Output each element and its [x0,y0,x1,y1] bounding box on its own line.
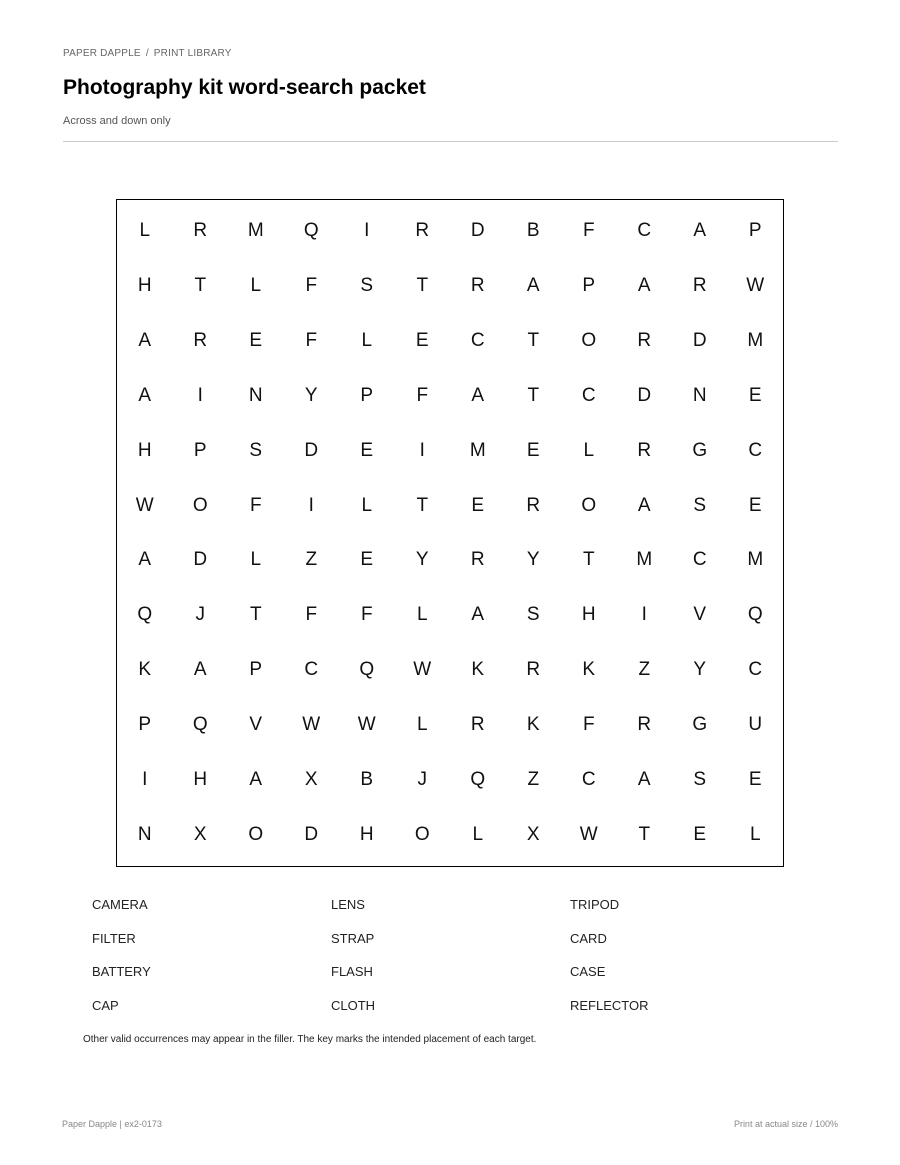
grid-cell: Q [303,220,319,242]
word-list-item: CASE [570,964,606,979]
grid-cell: L [361,494,373,516]
grid-cell: R [415,220,430,242]
grid-cell: R [637,330,652,352]
word-list-item: LENS [331,897,365,912]
grid-cell: R [526,494,541,516]
grid-cell: I [308,494,314,516]
grid-cell: Z [527,768,540,790]
grid-cell: F [305,604,318,626]
grid-cell: R [692,275,707,297]
grid-cell: M [636,549,653,571]
grid-cell: W [413,659,432,681]
page-title: Photography kit word-search packet [63,76,426,99]
grid-cell: E [526,439,540,461]
grid-cell: D [193,549,208,571]
word-list-item: CARD [570,930,607,946]
grid-cell: N [248,384,263,406]
grid-cell: R [526,659,541,681]
grid-cell: H [137,275,152,297]
grid-cell: A [693,220,707,242]
grid-cell: U [748,713,763,735]
grid-cell: L [416,604,428,626]
grid-cell: F [360,604,373,626]
grid-cell: A [637,768,651,790]
grid-cell: E [748,768,762,790]
grid-cell: H [137,439,152,461]
grid-cell: P [249,659,263,681]
grid-cell: O [581,330,597,352]
grid-cell: T [194,275,207,297]
grid-cell: P [748,220,762,242]
grid-cell: C [304,659,319,681]
word-list-item: TRIPOD [570,897,620,912]
grid-cell: H [581,604,596,626]
grid-cell: X [193,823,207,845]
grid-cell: A [138,330,152,352]
grid-cell: L [472,823,484,845]
grid-cell: T [416,275,429,297]
word-list-item: STRAP [331,930,375,946]
grid-cell: C [581,768,596,790]
grid-cell: G [692,439,708,461]
grid-cell: T [416,494,429,516]
grid-cell: Q [470,768,486,790]
word-list-item: CLOTH [331,997,376,1013]
grid-cell: I [419,439,425,461]
grid-cell: C [470,330,485,352]
grid-cell: E [693,823,707,845]
grid-cell: T [527,330,540,352]
grid-cell: R [470,713,485,735]
grid-cell: S [249,439,263,461]
grid-cell: R [193,220,208,242]
grid-cell: A [526,275,540,297]
grid-cell: W [135,494,154,516]
grid-cell: R [470,275,485,297]
word-list-item: CAP [92,997,119,1013]
grid-cell: F [582,220,595,242]
breadcrumb [63,48,232,59]
grid-cell: V [249,713,263,735]
grid-cell: M [247,220,264,242]
grid-cell: E [249,330,263,352]
word-list-item: REFLECTOR [570,997,649,1013]
grid-cell: T [249,604,262,626]
grid-cell: L [139,220,151,242]
grid-cell: V [693,604,707,626]
grid-cell: F [582,713,595,735]
word-list-item: CAMERA [92,897,148,912]
grid-cell: Y [304,384,318,406]
grid-cell: A [471,604,485,626]
grid-cell: D [304,823,319,845]
grid-cell: Z [638,659,651,681]
grid-cell: A [138,384,152,406]
grid-cell: Q [192,713,208,735]
grid-cell: O [414,823,430,845]
grid-cell: W [579,823,598,845]
grid-cell: C [637,220,652,242]
grid-cell: I [197,384,203,406]
grid-cell: T [582,549,595,571]
grid-cell: R [470,549,485,571]
grid-cell: K [471,659,485,681]
grid-cell: Y [526,549,540,571]
grid-cell: C [581,384,596,406]
grid-cell: C [692,549,707,571]
grid-cell: A [193,659,207,681]
grid-cell: D [304,439,319,461]
grid-cell: T [527,384,540,406]
word-list-item: BATTERY [92,964,151,979]
footer-source: Paper Dapple | ex2-0173 [62,1119,162,1129]
grid-cell: H [359,823,374,845]
grid-cell: K [138,659,152,681]
grid-cell: A [138,549,152,571]
grid-cell: L [416,713,428,735]
grid-cell: E [415,330,429,352]
grid-cell: L [749,823,761,845]
grid-cell: B [526,220,540,242]
grid-cell: R [637,713,652,735]
grid-cell: R [193,330,208,352]
grid-cell: F [305,330,318,352]
grid-cell: F [249,494,262,516]
grid-cell: P [138,713,152,735]
grid-cell: O [581,494,597,516]
grid-cell: Q [747,604,763,626]
grid-cell: W [746,275,765,297]
grid-cell: G [692,713,708,735]
grid-cell: S [526,604,540,626]
footer-print-hint: Print at actual size / 100% [733,1119,838,1129]
grid-cell: T [638,823,651,845]
grid-cell: L [250,275,262,297]
grid-cell: K [582,659,596,681]
grid-cell: I [364,220,370,242]
grid-cell: F [416,384,429,406]
word-list-item: FILTER [92,930,136,946]
grid-cell: D [637,384,652,406]
grid-cell: J [195,604,205,626]
grid-cell: X [304,768,318,790]
grid-cell: C [748,659,763,681]
breadcrumb-separator: / [145,48,149,59]
grid-cell: P [193,439,207,461]
grid-cell: D [470,220,485,242]
grid-cell: M [469,439,486,461]
grid-cell: H [193,768,208,790]
grid-cell: A [637,275,651,297]
grid-cell: N [692,384,707,406]
grid-cell: E [748,494,762,516]
grid-cell: S [693,494,707,516]
grid-cell: W [357,713,376,735]
grid-cell: C [748,439,763,461]
grid-cell: Y [693,659,707,681]
grid-cell: L [583,439,595,461]
grid-cell: P [582,275,596,297]
grid-cell: F [305,275,318,297]
grid-cell: A [249,768,263,790]
grid-cell: W [302,713,321,735]
grid-cell: X [526,823,540,845]
breadcrumb-current: PRINT LIBRARY [153,48,232,59]
grid-cell: S [360,275,374,297]
grid-cell: O [248,823,264,845]
grid-cell: J [417,768,427,790]
grid-cell: A [471,384,485,406]
grid-cell: S [693,768,707,790]
grid-cell: Y [415,549,429,571]
grid-cell: E [748,384,762,406]
grid-cell: D [692,330,707,352]
grid-cell: E [360,439,374,461]
grid-cell: Z [305,549,318,571]
page-subtitle: Across and down only [63,115,171,127]
grid-cell: I [641,604,647,626]
breadcrumb-parent[interactable]: PAPER DAPPLE [63,48,141,59]
grid-cell: O [192,494,208,516]
grid-cell: P [360,384,374,406]
grid-cell: A [637,494,651,516]
grid-cell: L [361,330,373,352]
grid-cell: L [250,549,262,571]
grid-cell: Q [137,604,153,626]
grid-cell: K [526,713,540,735]
grid-cell: M [747,549,764,571]
grid-cell: E [360,549,374,571]
word-list [92,897,812,1031]
grid-cell: N [137,823,152,845]
footnote: Other valid occurrences may appear in the filler. The key marks the intended placement of each target. [83,1034,537,1045]
grid-cell: R [637,439,652,461]
grid-cell: Q [359,659,375,681]
header-divider [63,141,838,142]
grid-cell: I [142,768,148,790]
word-search-grid [116,199,784,867]
word-list-item: FLASH [331,964,373,979]
grid-cell: B [360,768,374,790]
grid-cell: E [471,494,485,516]
grid-cell: M [747,330,764,352]
